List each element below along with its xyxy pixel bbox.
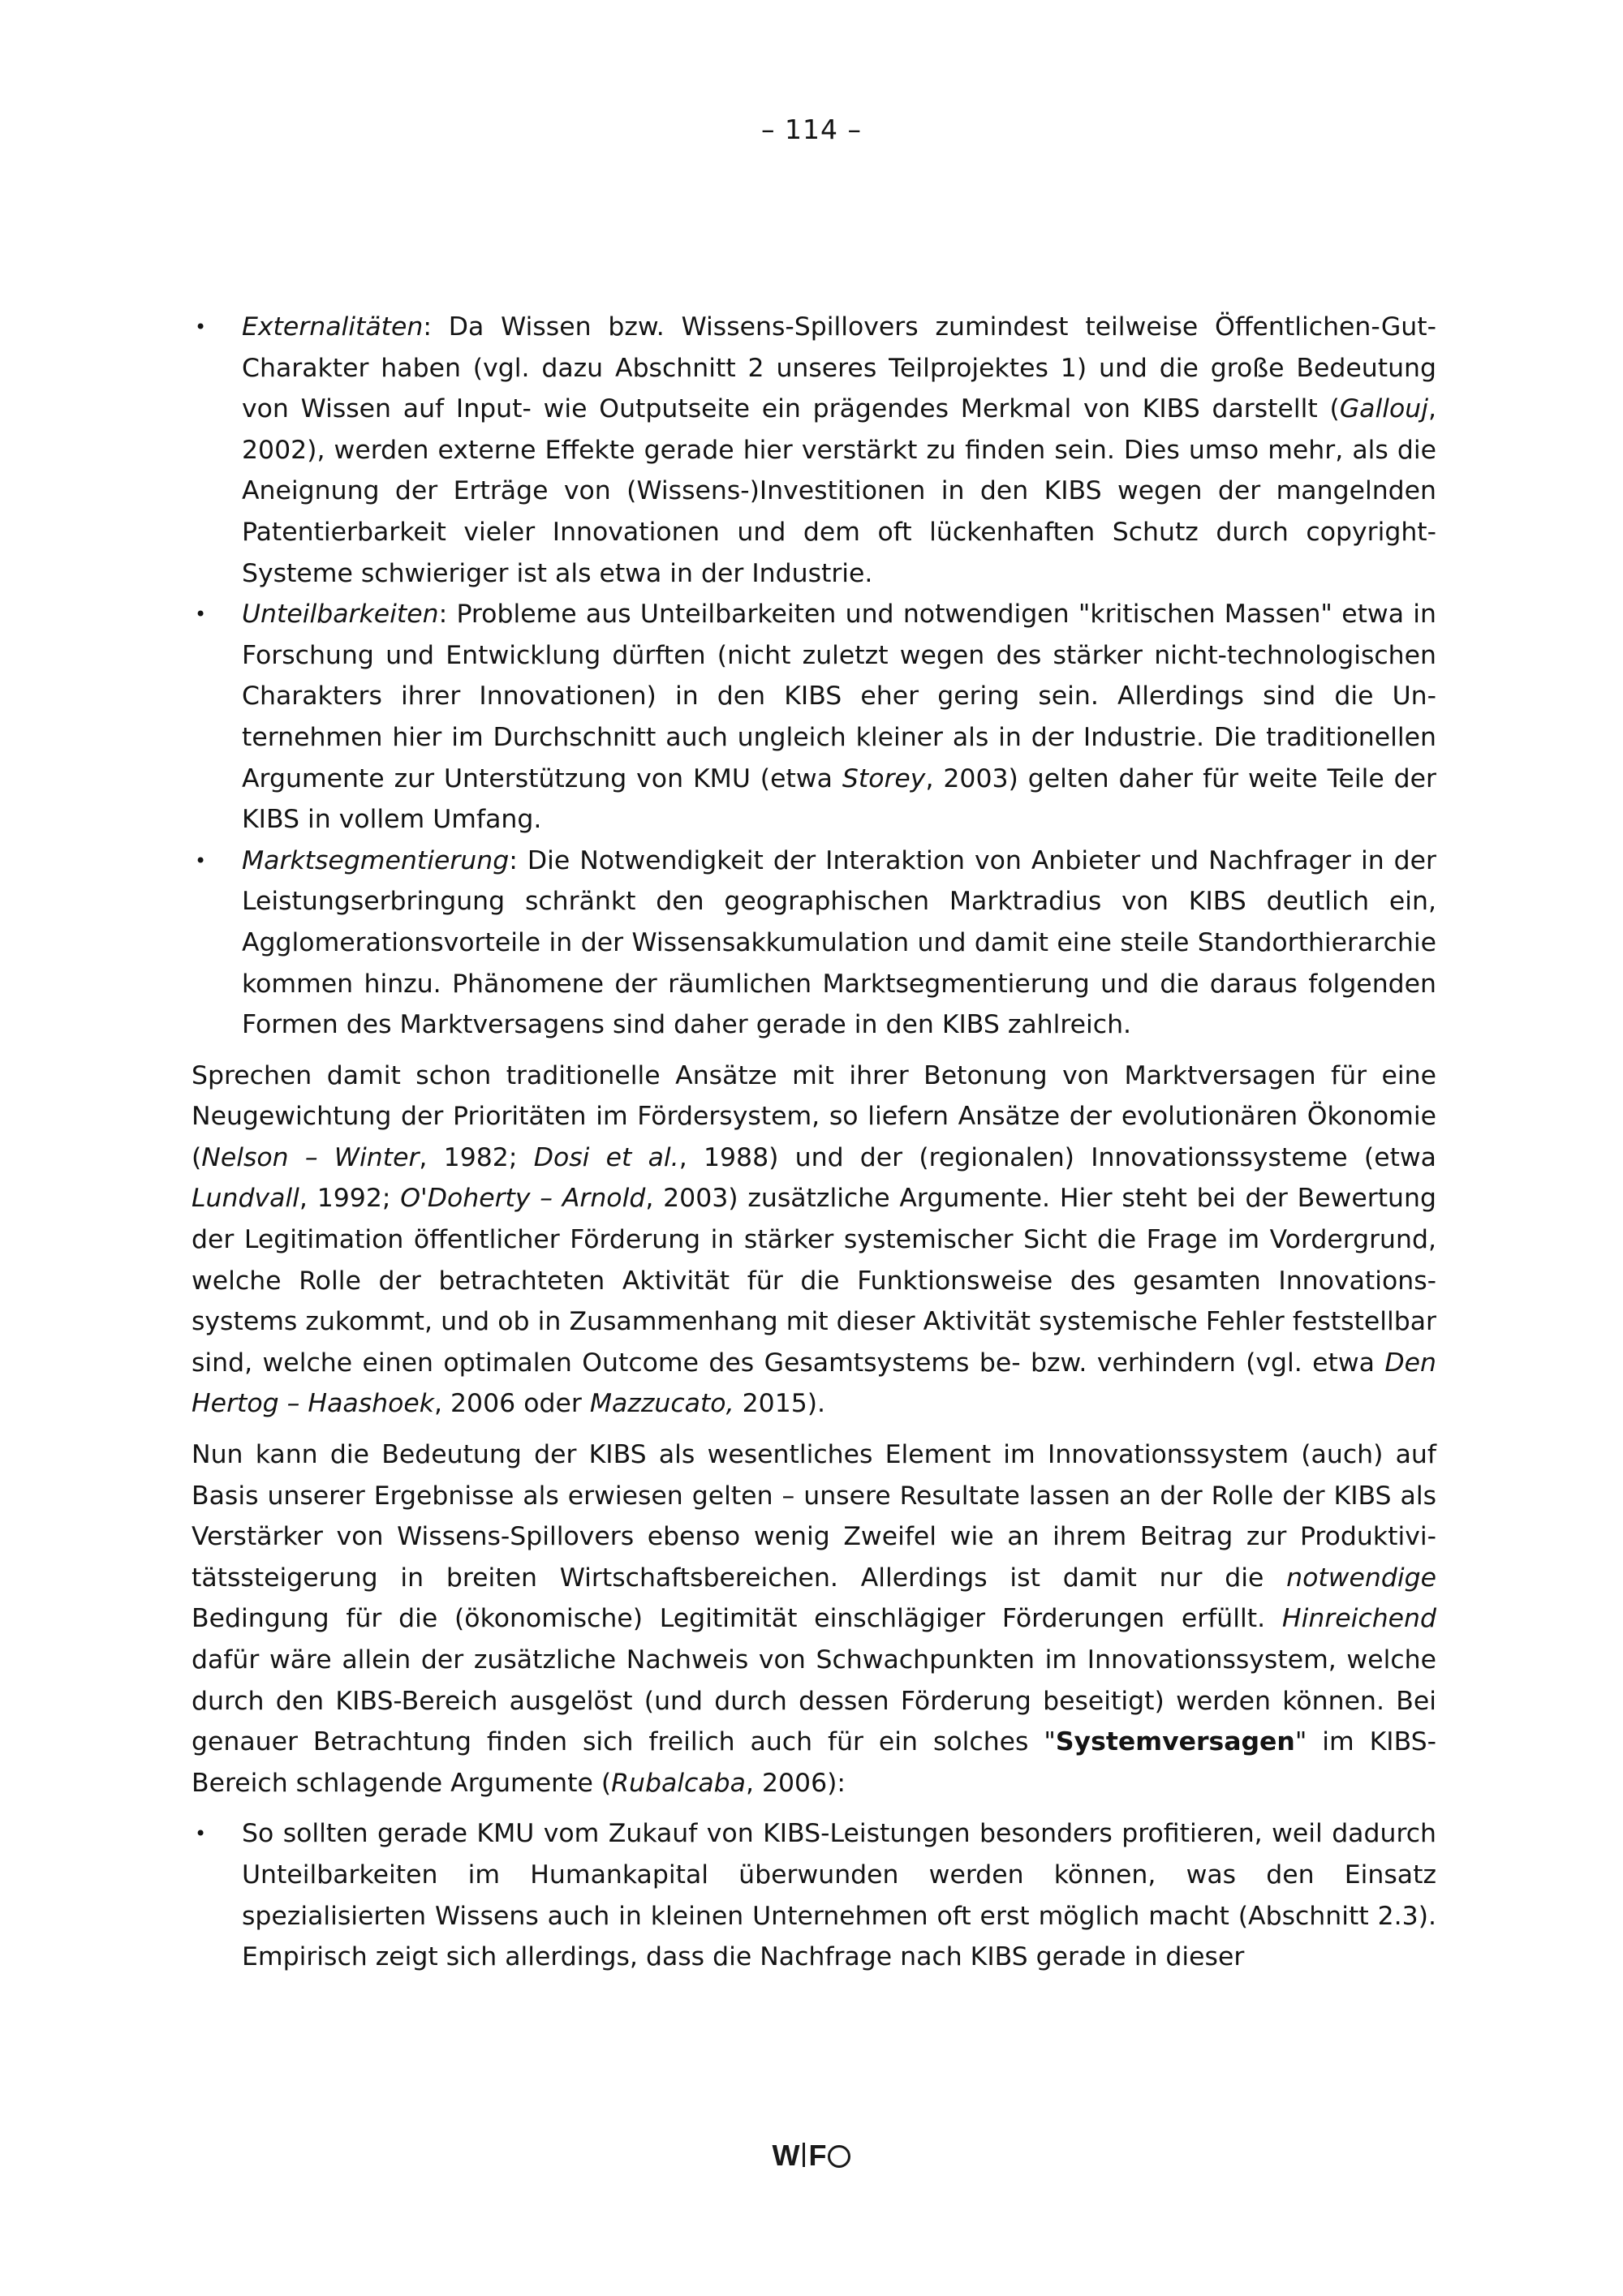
citation: Storey xyxy=(842,763,926,793)
term-unteilbarkeiten: Unteilbarkeiten xyxy=(242,600,439,630)
paragraph-text: , 1988) und der (regionalen) Innovationssysteme (etwa xyxy=(678,1142,1436,1172)
paragraph-text: Sprechen damit schon traditionelle Ansätze mit ihrer Betonung von Marktversagen für eine Neugewichtung der Prioritäten im Fördersystem, so liefern Ansätze der evolutionären Ökonomie ( xyxy=(192,1060,1436,1172)
citation: Den Hertog – Haashoek xyxy=(192,1348,1436,1419)
paragraph-text: Nun kann die Bedeutung der KIBS als wesentliches Element im Innovationssystem (auch) auf Basis unserer Ergebnisse als erwiesen gelten – unsere Resultate lassen an der Rolle der KIBS als Verstärker von Wissens-Spillovers ebenso wenig Zweifel wie an ihrem Beitrag zur Produktivitätssteigerung in breiten Wirtschaftsbereichen. Allerdings ist damit nur die xyxy=(192,1440,1436,1593)
paragraph-text: 2015). xyxy=(734,1389,826,1419)
citation: Gallouj xyxy=(1339,394,1428,424)
list-item xyxy=(192,841,1436,1046)
logo-o-circle-icon xyxy=(828,2145,850,2168)
paragraph-text: , 1982; xyxy=(419,1142,534,1172)
bullet-list-market-failures xyxy=(192,307,1436,1046)
citation: Dosi et al. xyxy=(533,1142,679,1172)
list-item-text: : Da Wissen bzw. Wissens-Spillovers zumindest teilweise Öffentlichen-Gut-Charakter haben (vgl. dazu Abschnitt 2 unseres Teilprojektes 1) und die große Bedeutung von Wissen auf Input- wie Outputseite ein prägendes Merkmal von KIBS darstellt ( xyxy=(242,312,1436,424)
paragraph-text: dafür wäre allein der zusätzliche Nachweis von Schwachpunkten im Innovationssystem, welche durch den KIBS-Bereich ausgelöst (und durch dessen Förderung beseitigt) werden können. Bei genauer Betrachtung finden sich freilich auch für ein solches " xyxy=(192,1645,1436,1757)
list-item-text: , 2003) gelten daher für weite Teile der KIBS in vollem Umfang. xyxy=(242,763,1436,835)
citation: Lundvall xyxy=(192,1184,299,1214)
paragraph-system-failure xyxy=(192,1434,1436,1804)
page-number: – 114 – xyxy=(761,114,862,145)
logo-letter-f: F xyxy=(808,2139,827,2172)
list-item-text: , 2002), werden externe Effekte gerade hier verstärkt zu finden sein. Dies umso mehr, als die Aneignung der Erträge von (Wissens-)Investitionen in den KIBS wegen der mangelnden Patentierbarkeit vieler Innovationen und dem oft lückenhaften Schutz durch copyright-Systeme schwieriger ist als etwa in der Industrie. xyxy=(242,394,1436,588)
citation: Rubalcaba xyxy=(611,1768,746,1798)
term-marktsegmentierung: Marktsegmentierung xyxy=(242,845,510,875)
emphasis-hinreichend: Hinreichend xyxy=(1281,1604,1436,1634)
wifo-logo xyxy=(0,2139,1623,2173)
list-item-text: : Die Notwendigkeit der Interaktion von Anbieter und Nachfrager in der Leistungserbringung schränkt den geographischen Marktradius von KIBS deutlich ein, Agglomerationsvorteile in der Wissensakkumulation und damit eine steile Standorthierarchie kommen hinzu. Phänomene der räumlichen Marktsegmentierung und die daraus folgenden Formen des Marktversagens sind daher gerade in den KIBS zahlreich. xyxy=(242,845,1436,1040)
citation: Mazzucato, xyxy=(589,1389,734,1419)
term-externalitaeten: Externalitäten xyxy=(242,312,424,342)
logo-separator xyxy=(803,2143,805,2167)
body-text xyxy=(192,307,1436,1978)
citation: Nelson – Winter xyxy=(201,1142,420,1172)
bold-systemversagen: Systemversagen xyxy=(1055,1727,1295,1757)
citation: O'Doherty – Arnold xyxy=(400,1184,646,1214)
bullet-icon: • xyxy=(195,1822,207,1846)
paragraph-text: , 2006): xyxy=(745,1768,846,1798)
list-item-text: So sollten gerade KMU vom Zukauf von KIBS-Leistungen besonders profitieren, weil dadurch Unteilbarkeiten im Humankapital überwunden werden können, was den Einsatz spezialisierten Wissens auch in kleinen Unternehmen oft erst möglich macht (Abschnitt 2.3). Empirisch zeigt sich allerdings, dass die Nachfrage nach KIBS gerade in dieser xyxy=(242,1819,1436,1972)
bullet-icon: • xyxy=(195,316,207,338)
bullet-icon: • xyxy=(195,603,207,626)
paragraph-text: , 2003) zusätzliche Argumente. Hier steht bei der Bewertung der Legitimation öffentlicher Förderung in stärker systemischer Sicht die Frage im Vordergrund, welche Rolle der betrachteten Aktivität für die Funktionsweise des gesamten Innovationssystems zukommt, und ob in Zusammenhang mit dieser Aktivität systemische Fehler feststellbar sind, welche einen optimalen Outcome des Gesamtsystems be- bzw. verhindern (vgl. etwa xyxy=(192,1184,1436,1378)
list-item-text: : Probleme aus Unteilbarkeiten und notwendigen "kritischen Massen" etwa in Forschung und Entwicklung dürften (nicht zuletzt wegen des stärker nicht-technologischen Charakters ihrer Innovationen) in den KIBS eher gering sein. Allerdings sind die Unternehmen hier im Durchschnitt auch ungleich kleiner als in der Industrie. Die traditionellen Argumente zur Unterstützung von KMU (etwa xyxy=(242,600,1436,793)
bullet-icon: • xyxy=(195,849,207,872)
bullet-list-system-failures xyxy=(192,1813,1436,1977)
paragraph-text: , 1992; xyxy=(299,1184,401,1214)
paragraph-text: , 2006 oder xyxy=(433,1389,590,1419)
emphasis-notwendige: notwendige xyxy=(1286,1563,1436,1593)
logo-letter-w: W xyxy=(772,2139,800,2172)
list-item xyxy=(192,1813,1436,1977)
paragraph-evolutionary-economics xyxy=(192,1056,1436,1425)
list-item xyxy=(192,307,1436,594)
paragraph-text: Bedingung für die (ökonomische) Legitimität einschlägiger Förderungen erfüllt. xyxy=(192,1604,1282,1634)
list-item xyxy=(192,594,1436,841)
paragraph-text: " im KIBS-Bereich schlagende Argumente ( xyxy=(192,1727,1436,1798)
